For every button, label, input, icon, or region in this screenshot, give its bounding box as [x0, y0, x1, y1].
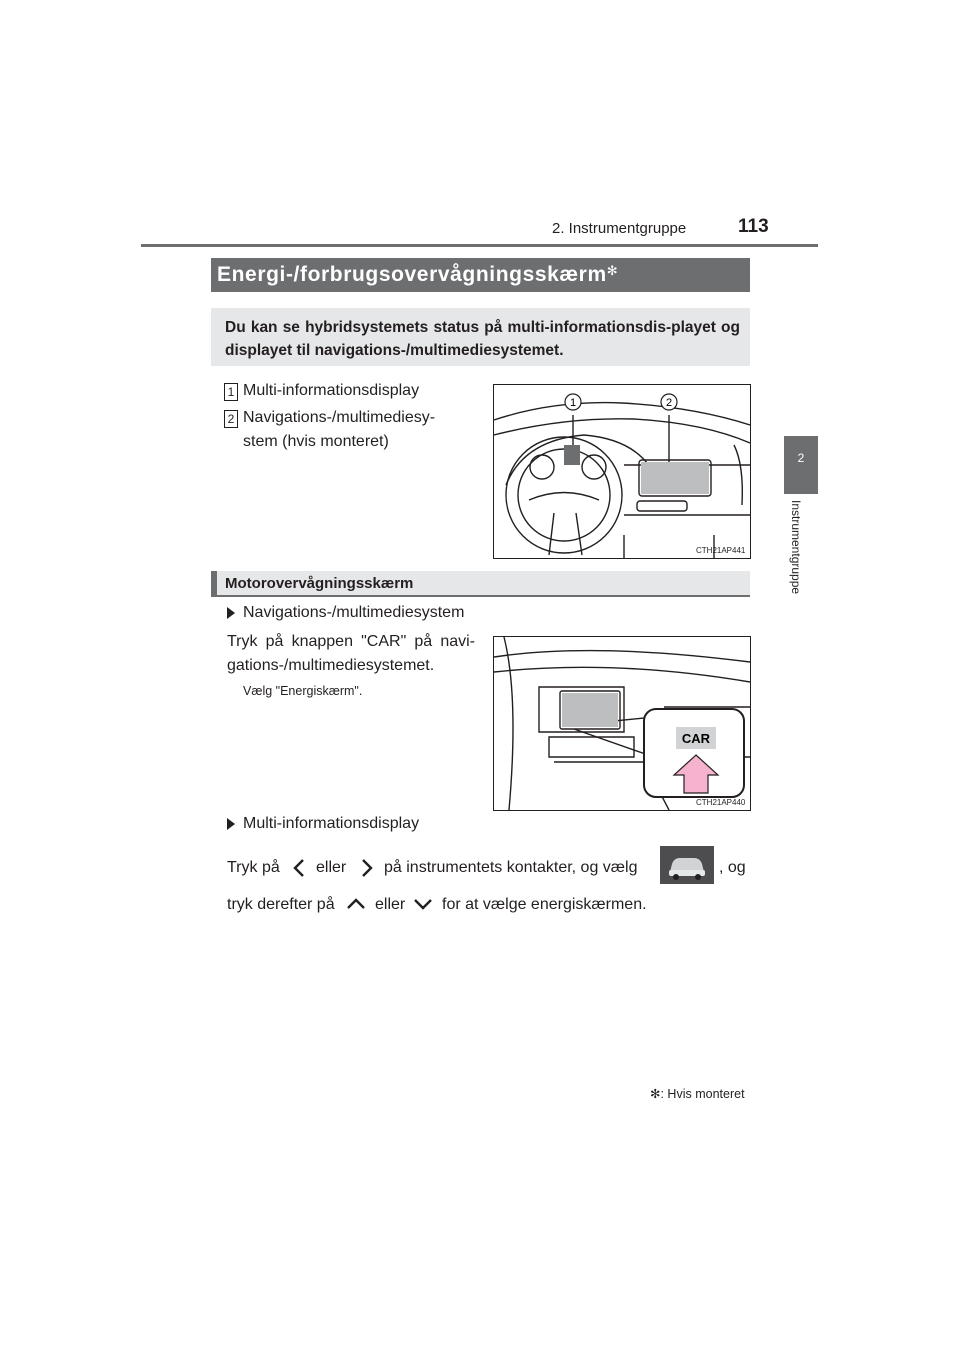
car-button-illustration: [494, 637, 750, 810]
chevron-left-icon: [292, 858, 306, 878]
chapter-tab-number: 2: [797, 451, 805, 465]
mid-line2-c: for at vælge energiskærmen.: [442, 896, 647, 913]
mid-heading: Multi-informationsdisplay: [243, 815, 420, 832]
subsection-title-text: Motorovervågningsskærm: [225, 575, 414, 592]
bullet-triangle-icon: [227, 607, 235, 619]
nav-line2: gations-/multimediesystemet.: [227, 657, 435, 674]
mid-line2-a: tryk derefter på: [227, 896, 335, 913]
callout-2-badge: 2: [224, 410, 238, 428]
mid-line1-c: på instrumentets kontakter, og vælg: [384, 859, 638, 876]
figure2-code: CTH21AP440: [696, 798, 746, 807]
chapter-tab[interactable]: [784, 436, 818, 494]
mid-line1-a: Tryk på: [227, 859, 280, 876]
asterisk-mark: ✻: [606, 263, 619, 278]
mid-line1-d: , og: [719, 859, 746, 876]
car-settings-icon: [660, 846, 714, 884]
nav-line1: Tryk på knappen "CAR" på navi-: [227, 633, 475, 650]
callout-1-badge: 1: [224, 383, 238, 401]
footnote-text: : Hvis monteret: [660, 1087, 745, 1101]
mid-line1-b: eller: [316, 859, 347, 876]
nav-heading: Navigations-/multimediesystem: [243, 604, 465, 621]
callout-2-line1: Navigations-/multimediesy-: [243, 409, 436, 426]
figure1-code: CTH21AP441: [696, 546, 746, 555]
callout-1-text: Multi-informationsdisplay: [243, 382, 420, 399]
mid-line2-b: eller: [375, 896, 406, 913]
chevron-down-icon: [413, 897, 433, 911]
footnote-mark: ✻: [650, 1087, 661, 1101]
chapter-tab-label: Instrumentgruppe: [789, 500, 803, 595]
nav-note: Vælg "Energiskærm".: [243, 684, 363, 698]
page-number: 113: [738, 216, 769, 237]
subsection-title: [211, 571, 750, 597]
section-title-bar: [211, 258, 750, 292]
figure-car-button: [493, 636, 751, 811]
running-header-section: 2. Instrumentgruppe: [552, 220, 687, 237]
figure-dashboard: [493, 384, 751, 559]
chevron-up-icon: [346, 897, 366, 911]
footnote: [650, 1086, 745, 1101]
chevron-right-icon: [360, 858, 374, 878]
car-button-label: CAR: [681, 731, 711, 746]
callout-2-line2: stem (hvis monteret): [243, 433, 389, 450]
header-rule: [141, 244, 818, 247]
bullet-triangle-icon-2: [227, 818, 235, 830]
section-title: Energi-/forbrugsovervågningsskærm: [217, 263, 607, 286]
dashboard-illustration: [494, 385, 750, 558]
intro-box: Du kan se hybridsystemets status på multi-informationsdis-playet og displayet til navigations-/multimediesystemet.: [211, 308, 750, 366]
figure1-label-2: 2: [665, 397, 673, 409]
figure1-label-1: 1: [569, 397, 577, 409]
